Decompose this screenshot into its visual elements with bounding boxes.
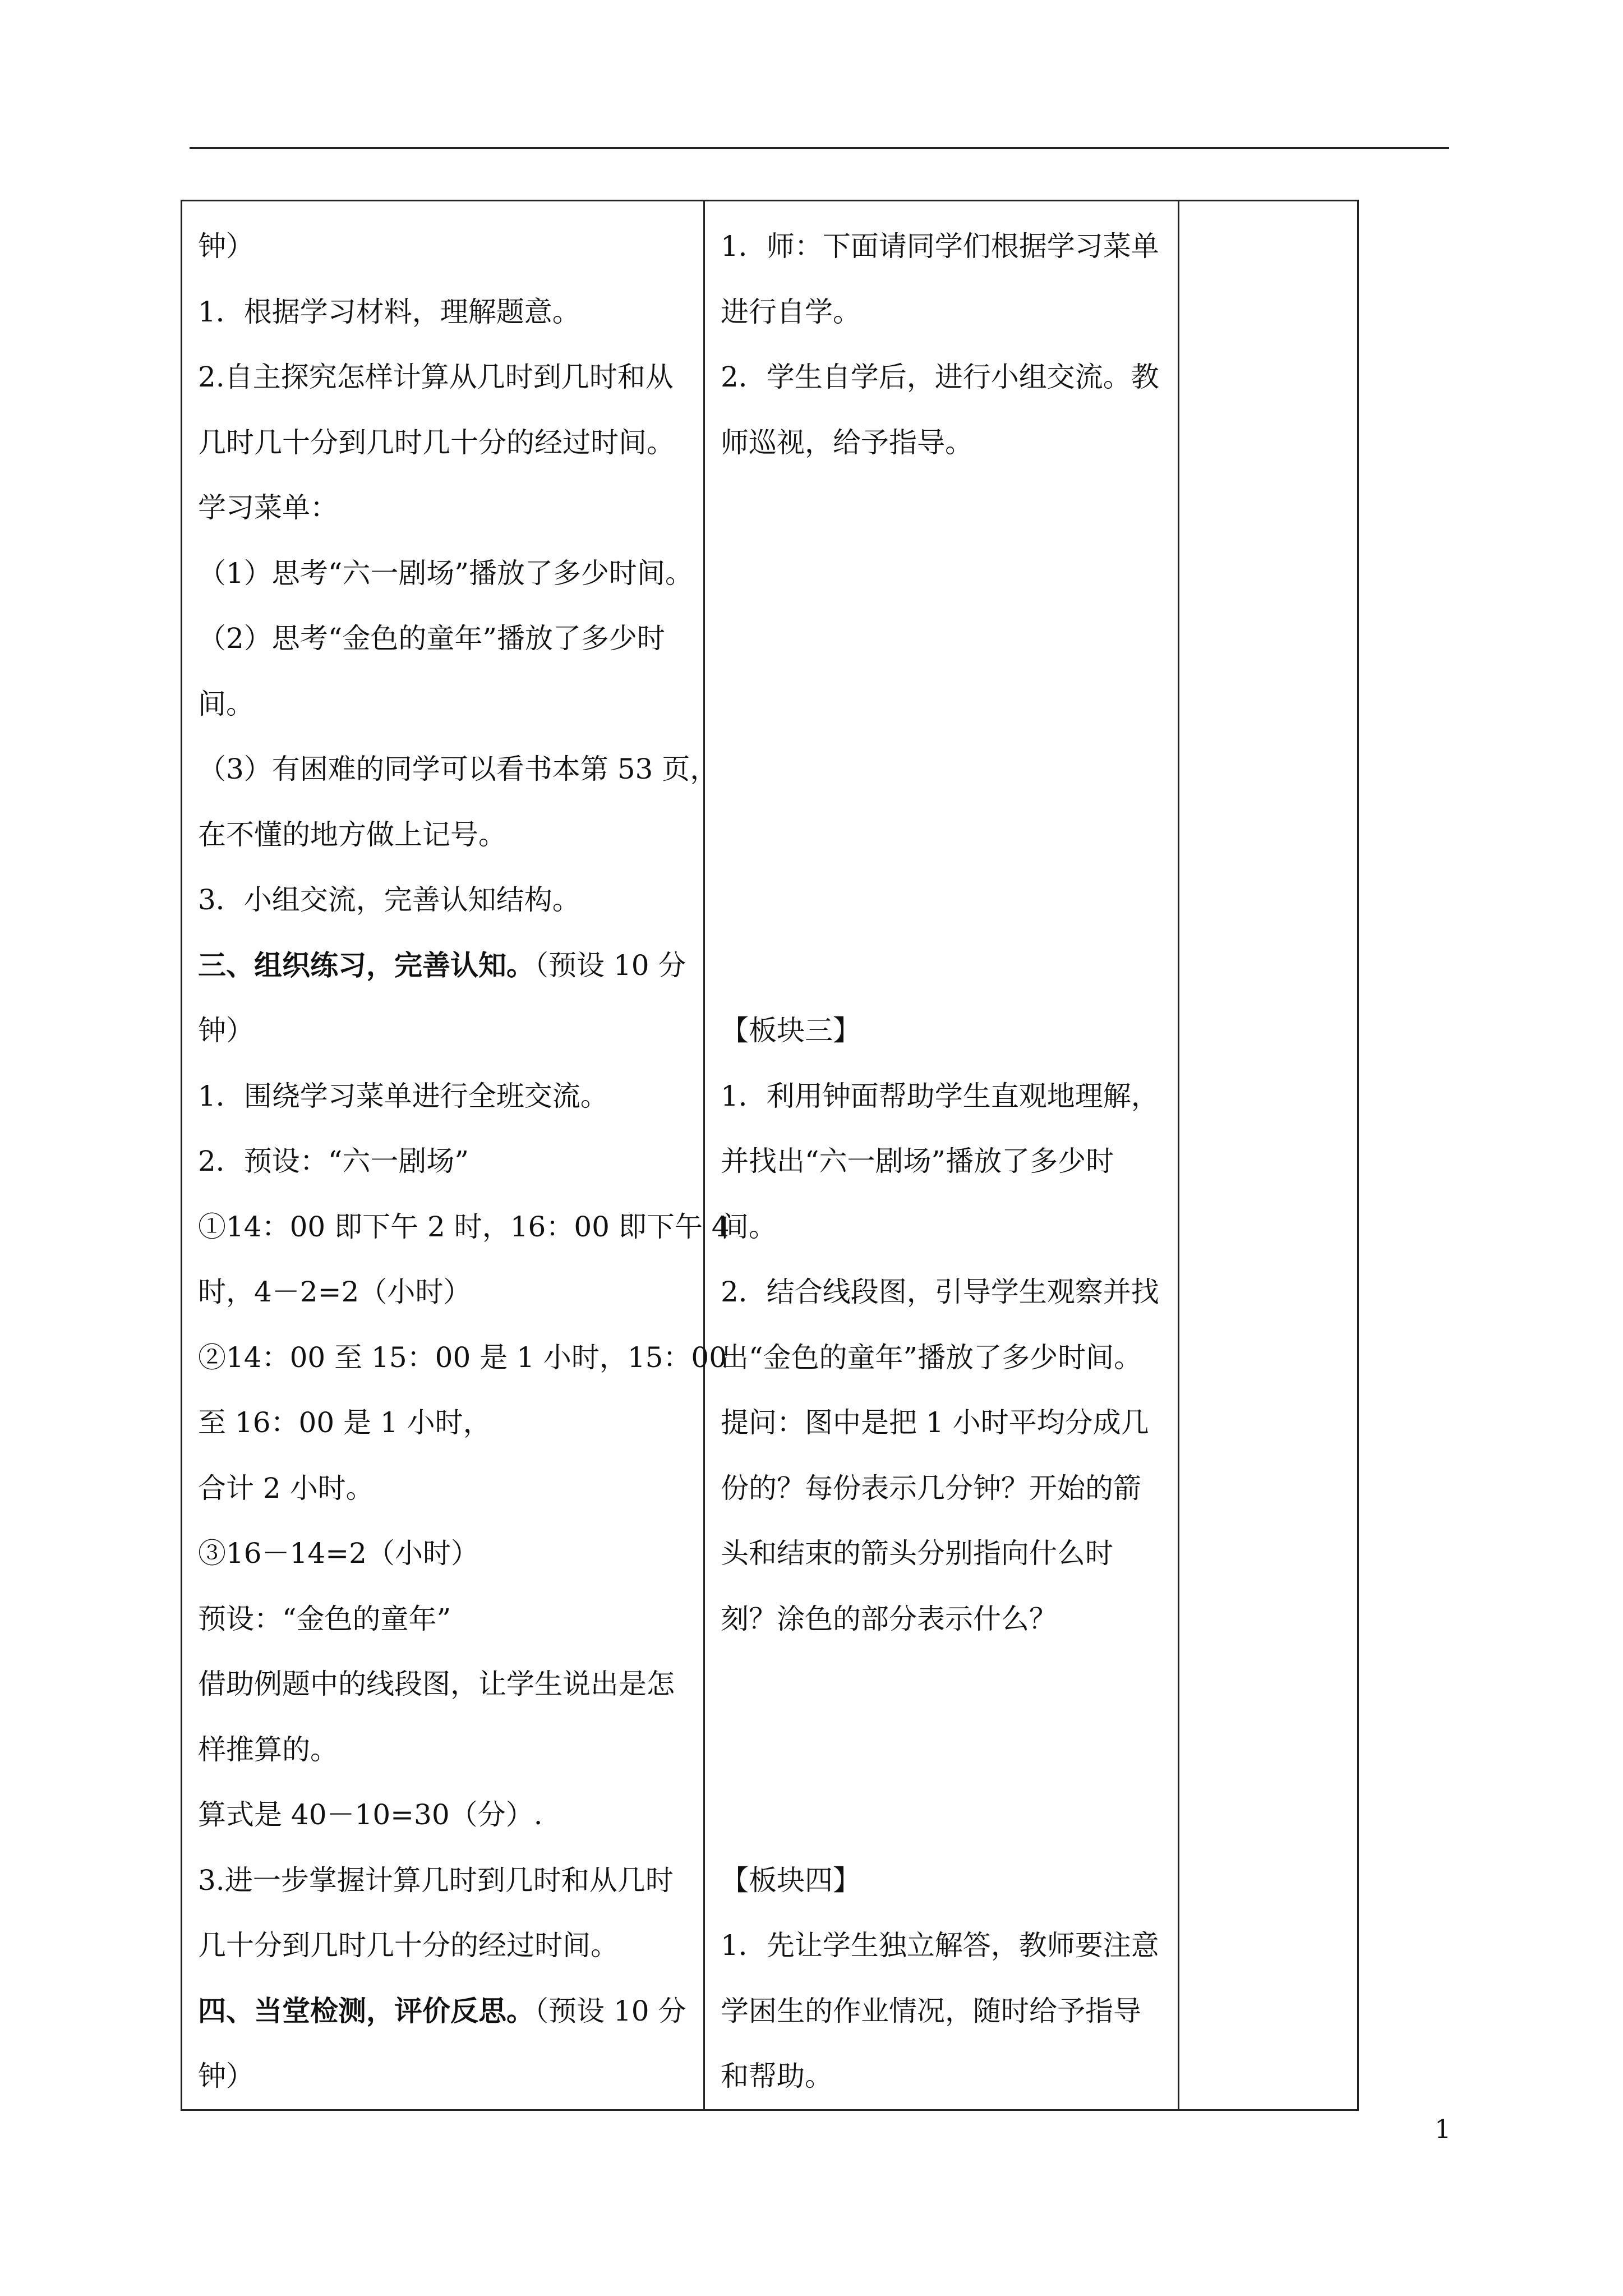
text-line: [721, 1390, 1165, 1456]
text-line: [721, 1651, 1165, 1717]
text-line: [198, 1064, 691, 1129]
line-text: 学困生的作业情况，随时给予指导: [721, 1994, 1141, 2027]
line-text: 学习菜单：: [198, 491, 338, 524]
line-text: ③16－14=2（小时）: [198, 1537, 479, 1570]
text-line: [721, 1782, 1165, 1848]
line-text: 2．结合线段图，引导学生观察并找: [721, 1276, 1159, 1308]
text-line: [198, 1259, 691, 1325]
line-text: 样推算的。: [198, 1733, 338, 1766]
text-line: [721, 1848, 1165, 1913]
text-line: [721, 671, 1165, 737]
text-line: [198, 344, 691, 410]
text-line: [721, 475, 1165, 541]
text-line: [198, 1978, 691, 2044]
header-rule: [190, 147, 1449, 149]
text-line: [721, 737, 1165, 802]
text-line: [198, 998, 691, 1064]
page-number: 1: [1435, 2114, 1451, 2144]
line-text: 和帮助。: [721, 2060, 833, 2092]
text-line: [721, 1521, 1165, 1586]
text-line: [721, 1913, 1165, 1978]
line-text: 1．根据学习材料，理解题意。: [198, 295, 580, 328]
text-line: [198, 1129, 691, 1194]
teacher-guidance-text: [705, 201, 1178, 2109]
line-text: 合计 2 小时。: [198, 1471, 374, 1504]
text-line: [721, 998, 1165, 1064]
text-line: [198, 1913, 691, 1978]
line-text: 刻？涂色的部分表示什么？: [721, 1602, 1057, 1635]
text-line: [721, 867, 1165, 933]
text-line: [721, 1129, 1165, 1194]
text-line: [198, 475, 691, 541]
line-text: （2）思考“金色的童年”播放了多少时: [198, 622, 665, 655]
line-text: （3）有困难的同学可以看书本第 53 页，: [198, 753, 718, 785]
text-line: [198, 279, 691, 345]
line-text: 【板块三】: [721, 1014, 861, 1047]
notes-cell: [1179, 201, 1358, 2110]
teacher-guidance-cell: [704, 201, 1179, 2110]
text-line: [198, 933, 691, 999]
lesson-plan-table: [181, 200, 1359, 2111]
text-line: [198, 1521, 691, 1586]
text-line: [198, 1717, 691, 1783]
line-text: 1．师：下面请同学们根据学习菜单: [721, 230, 1159, 263]
text-line: [198, 1456, 691, 1521]
text-line: [721, 410, 1165, 476]
line-text: 钟）: [198, 230, 254, 263]
text-line: [721, 1325, 1165, 1391]
line-text: 间。: [198, 687, 254, 720]
text-line: [198, 1194, 730, 1260]
line-text: 钟）: [198, 2060, 254, 2092]
text-line: [721, 1064, 1165, 1129]
text-line: [198, 214, 691, 279]
line-text: ①14：00 即下午 2 时，16：00 即下午 4: [198, 1210, 730, 1243]
line-text: 钟）: [198, 1014, 254, 1047]
text-line: [198, 867, 691, 933]
line-text: 头和结束的箭头分别指向什么时: [721, 1537, 1113, 1570]
line-text: 2．学生自学后，进行小组交流。教: [721, 361, 1159, 393]
text-line: [198, 737, 718, 802]
text-line: [198, 410, 691, 476]
text-line: [721, 1456, 1165, 1521]
line-text: 至 16：00 是 1 小时，: [198, 1406, 491, 1439]
text-line: [198, 1325, 727, 1391]
line-text: （1）思考“六一剧场”播放了多少时间。: [198, 556, 693, 590]
line-text: 几十分到几时几十分的经过时间。: [198, 1929, 619, 1962]
line-text: 预设：“金色的童年”: [198, 1602, 451, 1635]
line-text: 3.进一步掌握计算几时到几时和从几时: [198, 1864, 674, 1897]
line-text: （预设 10 分: [534, 1994, 686, 2027]
student-activity-text: [182, 201, 730, 2109]
text-line: [198, 1586, 691, 1652]
line-text: （预设 10 分: [534, 949, 686, 982]
text-line: [721, 1259, 1165, 1325]
section-heading: 三、组织练习，完善认知。: [198, 948, 534, 982]
line-text: 2．预设：“六一剧场”: [198, 1145, 469, 1177]
table-row: [182, 201, 1358, 2110]
line-text: 在不懂的地方做上记号。: [198, 818, 506, 851]
text-line: [198, 541, 691, 606]
text-line: [198, 1782, 691, 1848]
line-text: 提问：图中是把 1 小时平均分成几: [721, 1406, 1149, 1439]
line-text: 份的？每份表示几分钟？开始的箭: [721, 1471, 1141, 1504]
text-line: [198, 1651, 691, 1717]
line-text: 几时几十分到几时几十分的经过时间。: [198, 426, 675, 459]
text-line: [721, 1586, 1165, 1652]
text-line: [721, 214, 1165, 279]
line-text: ②14：00 至 15：00 是 1 小时，15：00: [198, 1341, 727, 1374]
text-line: [721, 1978, 1165, 2044]
text-line: [198, 606, 691, 671]
text-line: [721, 1194, 1165, 1260]
text-line: [198, 1848, 691, 1913]
line-text: 间。: [721, 1210, 777, 1243]
line-text: 3．小组交流，完善认知结构。: [198, 884, 580, 916]
line-text: 借助例题中的线段图，让学生说出是怎: [198, 1668, 675, 1700]
text-line: [198, 802, 691, 868]
text-line: [721, 606, 1165, 671]
line-text: 1．围绕学习菜单进行全班交流。: [198, 1079, 608, 1112]
text-line: [721, 541, 1165, 606]
line-text: 1．先让学生独立解答，教师要注意: [721, 1929, 1159, 1962]
line-text: 算式是 40－10=30（分）.: [198, 1798, 543, 1831]
line-text: 1．利用钟面帮助学生直观地理解，: [721, 1079, 1159, 1112]
text-line: [721, 802, 1165, 868]
text-line: [198, 671, 691, 737]
line-text: 师巡视，给予指导。: [721, 426, 973, 459]
text-line: [721, 279, 1165, 345]
section-heading: 四、当堂检测，评价反思。: [198, 1994, 534, 2027]
line-text: 出“金色的童年”播放了多少时间。: [721, 1341, 1142, 1374]
text-line: [198, 2044, 691, 2109]
text-line: [721, 2044, 1165, 2109]
line-text: 并找出“六一剧场”播放了多少时: [721, 1145, 1114, 1177]
line-text: 进行自学。: [721, 295, 861, 328]
line-text: 【板块四】: [721, 1864, 861, 1897]
text-line: [721, 933, 1165, 999]
text-line: [721, 344, 1165, 410]
line-text: 2.自主探究怎样计算从几时到几时和从: [198, 361, 674, 393]
text-line: [198, 1390, 691, 1456]
student-activity-cell: [182, 201, 730, 2110]
line-text: 时，4－2=2（小时）: [198, 1276, 472, 1308]
text-line: [721, 1717, 1165, 1783]
